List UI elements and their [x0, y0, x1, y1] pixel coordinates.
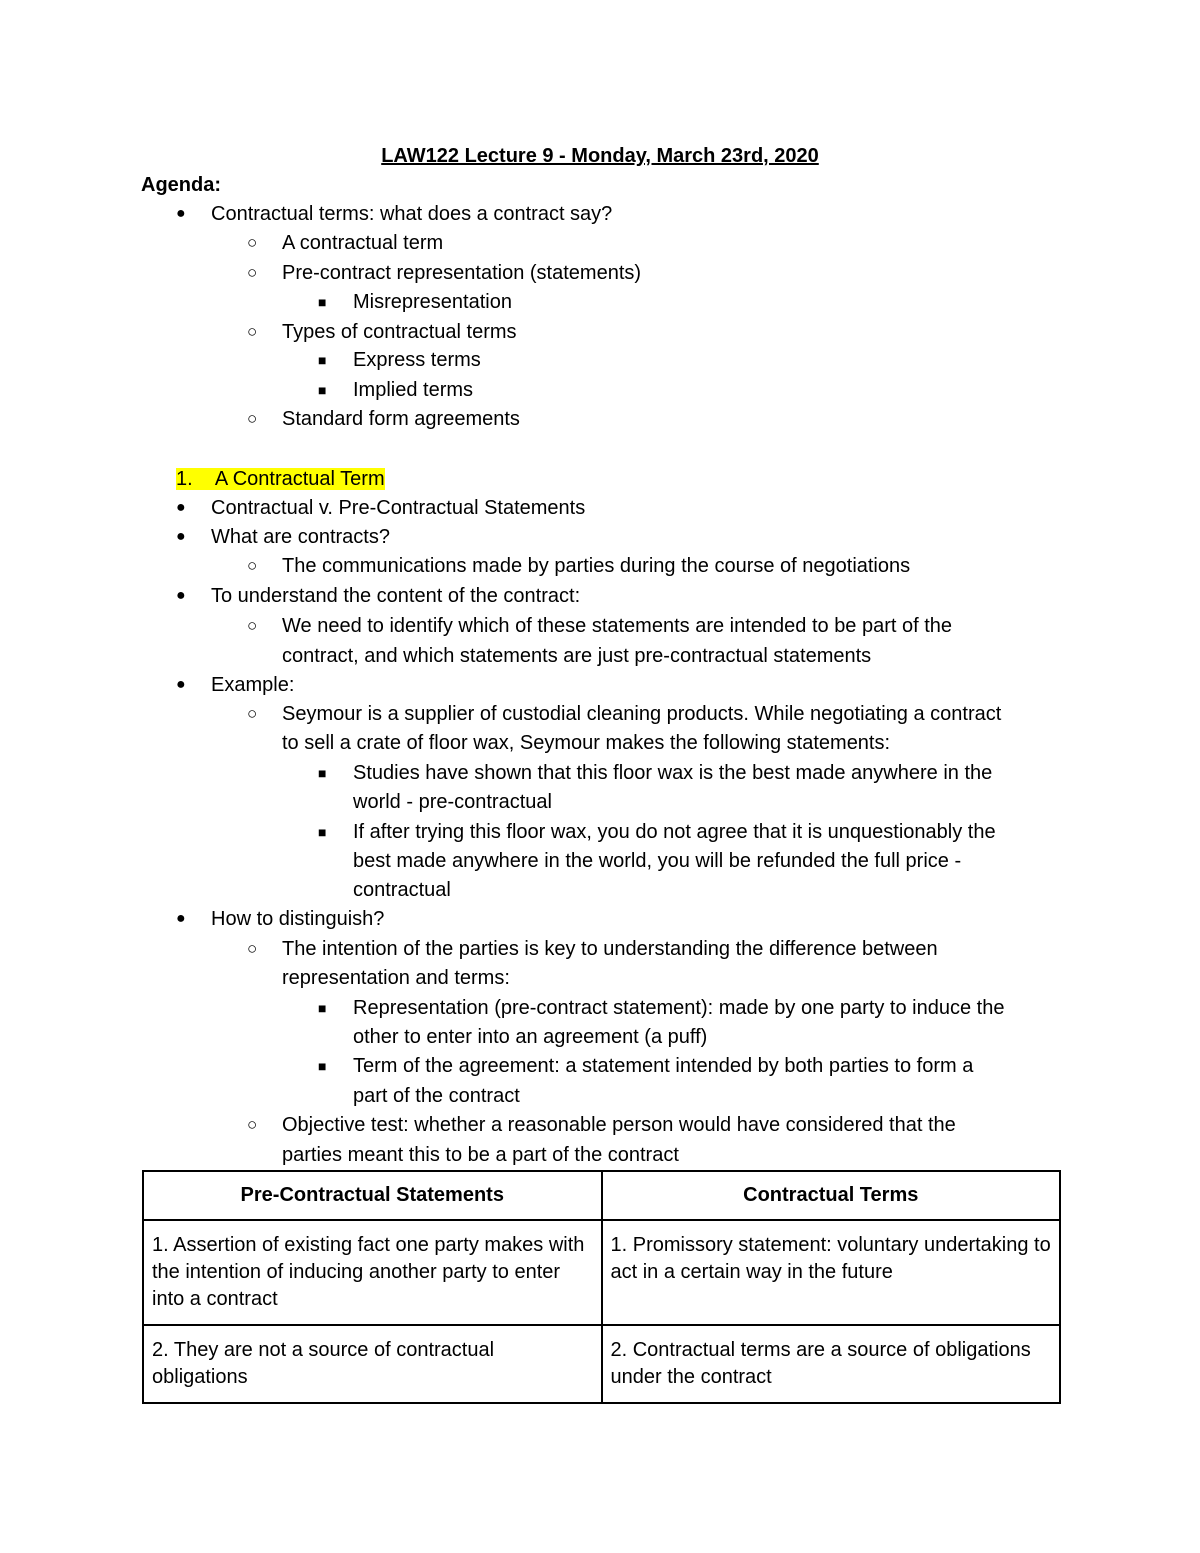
bullet-circle-icon: ○	[247, 409, 258, 428]
bullet-square-icon: ■	[318, 352, 327, 368]
bullet-disc-icon: ●	[176, 499, 186, 516]
body-line: Objective test: whether a reasonable person would have considered that the	[282, 1114, 956, 1136]
agenda-item: Misrepresentation	[353, 291, 512, 313]
table-header-cell: Pre-Contractual Statements	[143, 1171, 602, 1220]
agenda-item: Standard form agreements	[282, 408, 520, 430]
body-line: Contractual v. Pre-Contractual Statements	[211, 497, 586, 519]
agenda-item: Pre-contract representation (statements)	[282, 262, 642, 284]
table-header-row	[143, 1171, 1060, 1220]
bullet-disc-icon: ●	[176, 910, 186, 927]
body-line: To understand the content of the contract:	[211, 585, 581, 607]
body-line: to sell a crate of floor wax, Seymour makes the following statements:	[282, 732, 891, 754]
agenda-item: Express terms	[353, 349, 481, 371]
agenda-item: Contractual terms: what does a contract say?	[211, 203, 613, 225]
agenda-item: A contractual term	[282, 232, 444, 254]
bullet-circle-icon: ○	[247, 616, 258, 635]
document-title: LAW122 Lecture 9 - Monday, March 23rd, 2020	[381, 145, 819, 167]
bullet-circle-icon: ○	[247, 704, 258, 723]
body-line: representation and terms:	[282, 967, 510, 989]
bullet-disc-icon: ●	[176, 205, 186, 222]
body-line: The communications made by parties during the course of negotiations	[282, 555, 911, 577]
bullet-circle-icon: ○	[247, 263, 258, 282]
body-line: world - pre-contractual	[353, 791, 552, 813]
table-cell: 1. Assertion of existing fact one party makes with the intention of inducing another party to enter into a contract	[143, 1220, 602, 1325]
body-line: best made anywhere in the world, you will be refunded the full price -	[353, 850, 962, 872]
body-line: Seymour is a supplier of custodial cleaning products. While negotiating a contract	[282, 703, 1002, 725]
body-line: other to enter into an agreement (a puff)	[353, 1026, 708, 1048]
body-line: parties meant this to be a part of the contract	[282, 1144, 679, 1166]
bullet-square-icon: ■	[318, 1058, 327, 1074]
body-line: The intention of the parties is key to understanding the difference between	[282, 938, 938, 960]
body-line: Example:	[211, 674, 295, 696]
bullet-circle-icon: ○	[247, 939, 258, 958]
bullet-circle-icon: ○	[247, 233, 258, 252]
comparison-table	[142, 1170, 1061, 1404]
bullet-square-icon: ■	[318, 294, 327, 310]
bullet-circle-icon: ○	[247, 322, 258, 341]
body-line: How to distinguish?	[211, 908, 385, 930]
table-header-cell: Contractual Terms	[602, 1171, 1061, 1220]
bullet-disc-icon: ●	[176, 528, 186, 545]
bullet-disc-icon: ●	[176, 676, 186, 693]
bullet-square-icon: ■	[318, 824, 327, 840]
agenda-label: Agenda:	[141, 174, 221, 196]
body-line: What are contracts?	[211, 526, 390, 548]
body-line: Representation (pre-contract statement): made by one party to induce the	[353, 997, 1005, 1019]
agenda-item: Implied terms	[353, 379, 474, 401]
table-row	[143, 1325, 1060, 1403]
bullet-square-icon: ■	[318, 382, 327, 398]
bullet-circle-icon: ○	[247, 556, 258, 575]
body-line: contractual	[353, 879, 451, 901]
section-title: A Contractual Term	[214, 468, 385, 490]
body-line: We need to identify which of these statements are intended to be part of the	[282, 615, 953, 637]
section-number: 1.	[176, 468, 193, 490]
body-line: Term of the agreement: a statement intended by both parties to form a	[353, 1055, 974, 1077]
body-line: Studies have shown that this floor wax is the best made anywhere in the	[353, 762, 993, 784]
table-cell: 1. Promissory statement: voluntary undertaking to act in a certain way in the future	[602, 1220, 1061, 1325]
body-line: part of the contract	[353, 1085, 520, 1107]
table-cell: 2. They are not a source of contractual obligations	[143, 1325, 602, 1403]
agenda-item: Types of contractual terms	[282, 321, 517, 343]
body-line: contract, and which statements are just pre-contractual statements	[282, 645, 872, 667]
table-row	[143, 1220, 1060, 1325]
bullet-square-icon: ■	[318, 1000, 327, 1016]
bullet-square-icon: ■	[318, 765, 327, 781]
bullet-disc-icon: ●	[176, 587, 186, 604]
bullet-circle-icon: ○	[247, 1115, 258, 1134]
section-heading	[176, 464, 385, 494]
body-line: If after trying this floor wax, you do not agree that it is unquestionably the	[353, 821, 996, 843]
table-cell: 2. Contractual terms are a source of obligations under the contract	[602, 1325, 1061, 1403]
